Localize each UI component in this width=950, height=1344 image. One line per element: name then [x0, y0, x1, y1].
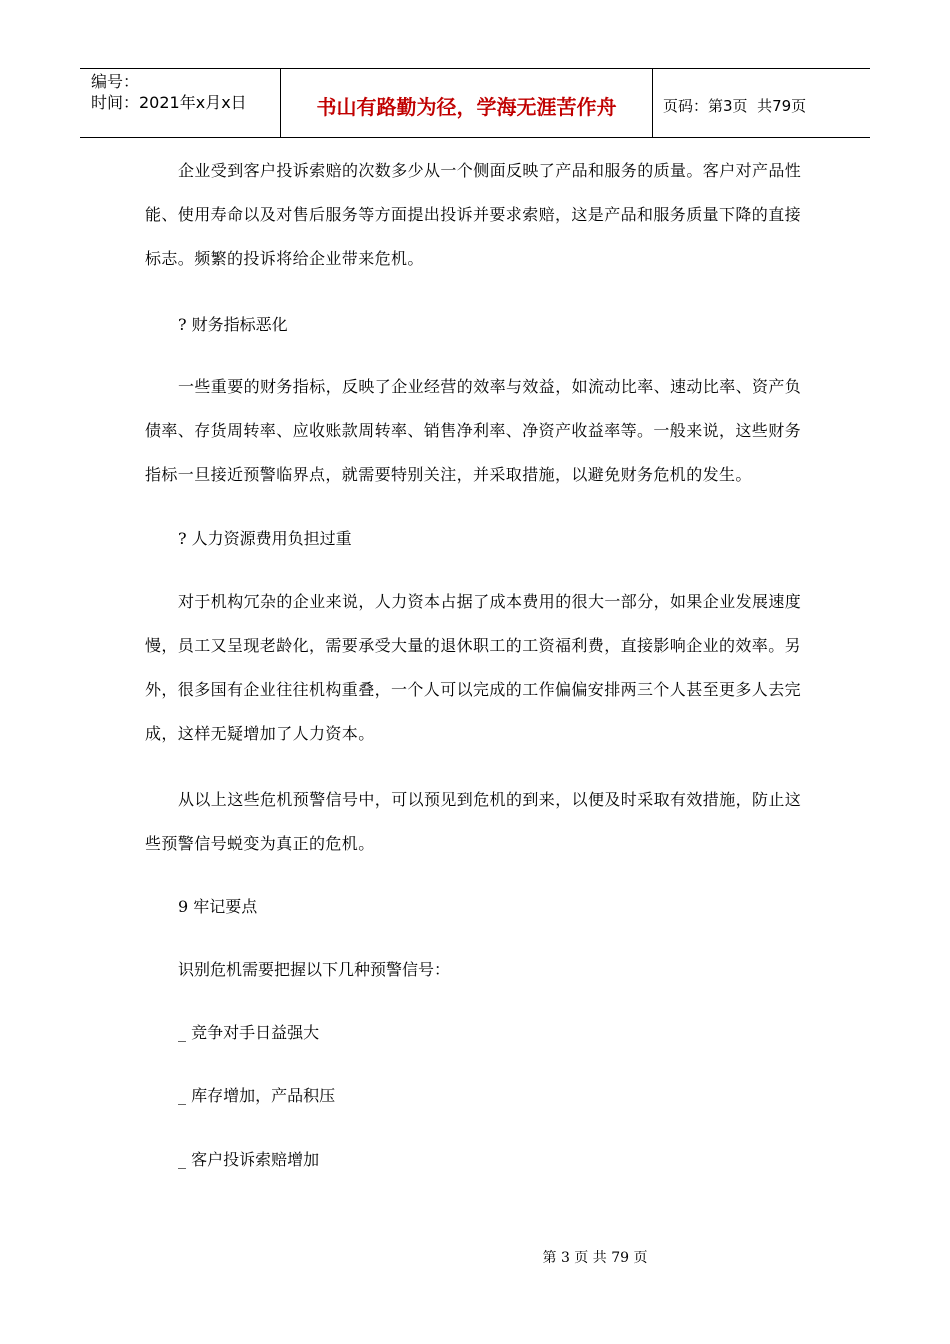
header-page-info-text: 页码：第3页 共79页 — [663, 96, 807, 115]
header-page-info — [653, 69, 870, 137]
list-item: _ 库存增加，产品积压 — [178, 1086, 336, 1105]
heading-financial-indicators: ? 财务指标恶化 — [178, 315, 288, 334]
page-header — [80, 68, 870, 138]
heading-human-resources: ? 人力资源费用负担过重 — [178, 529, 352, 548]
paragraph-human-resources: 对于机构冗杂的企业来说，人力资本占据了成本费用的很大一部分，如果企业发展速度慢，员工又呈现老龄化，需要承受大量的退休职工的工资福利费，直接影响企业的效率。另外，很多国有企业往往机构重叠，一个人可以完成的工作偏偏安排两三个人甚至更多人去完成，这样无疑增加了人力资本。 — [145, 592, 802, 743]
header-meta — [80, 69, 281, 137]
list-item: _ 竞争对手日益强大 — [178, 1023, 320, 1042]
paragraph-complaints: 企业受到客户投诉索赔的次数多少从一个侧面反映了产品和服务的质量。客户对产品性能、使用寿命以及对售后服务等方面提出投诉并要求索赔，这是产品和服务质量下降的直接标志。频繁的投诉将给企业带来危机。 — [145, 161, 802, 268]
page-footer: 第 3 页 共 79 页 — [542, 1250, 648, 1266]
list-item: _ 客户投诉索赔增加 — [178, 1150, 320, 1169]
document-number-label: 编号： — [91, 72, 140, 91]
intro-warning-signals: 识别危机需要把握以下几种预警信号： — [178, 960, 451, 979]
paragraph-warning-signals: 从以上这些危机预警信号中，可以预见到危机的到来，以便及时采取有效措施，防止这些预警信号蜕变为真正的危机。 — [145, 790, 802, 853]
heading-key-points: 9 牢记要点 — [178, 897, 258, 916]
document-date: 时间：2021年x月x日 — [91, 93, 247, 112]
paragraph-financial-indicators: 一些重要的财务指标，反映了企业经营的效率与效益，如流动比率、速动比率、资产负债率、存货周转率、应收账款周转率、销售净利率、净资产收益率等。一般来说，这些财务指标一旦接近预警临界点，就需要特别关注，并采取措施，以避免财务危机的发生。 — [145, 377, 802, 484]
header-motto: 书山有路勤为径，学海无涯苦作舟 — [281, 69, 653, 137]
